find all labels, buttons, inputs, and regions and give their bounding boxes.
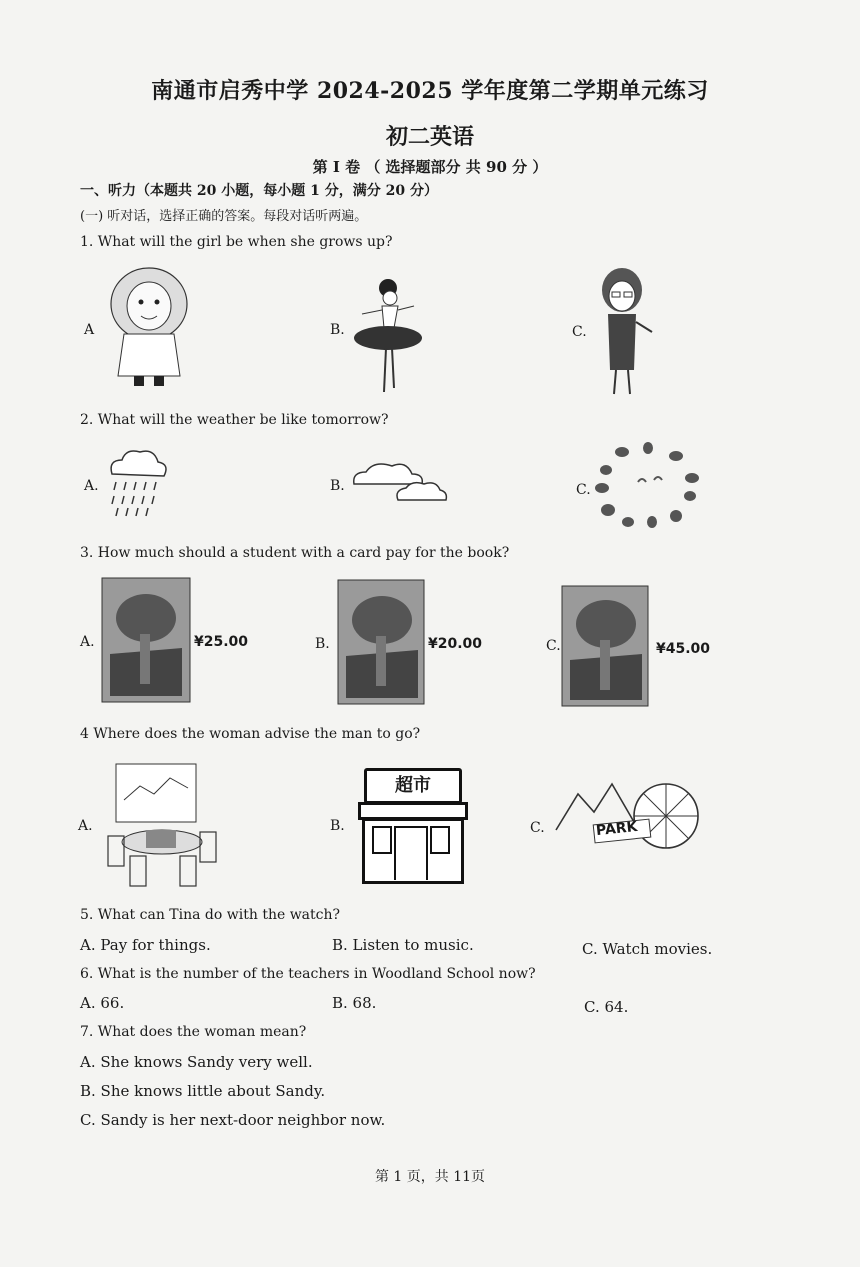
q6-option-b: B. 68.	[332, 994, 377, 1012]
q4-option-b-label: B.	[330, 818, 345, 834]
book-cover-a-image	[102, 578, 190, 702]
q7-option-a: A. She knows Sandy very well.	[80, 1053, 313, 1071]
question-1: 1. What will the girl be when she grows up?	[80, 234, 393, 250]
q3-price-c: ¥45.00	[656, 641, 711, 657]
teacher-image	[590, 266, 660, 398]
doctor-girl-image	[104, 264, 194, 390]
exam-title: 南通市启秀中学 2024-2025 学年度第二学期单元练习	[151, 78, 709, 104]
book-cover-c-image	[562, 586, 648, 706]
q7-option-c: C. Sandy is her next-door neighbor now.	[80, 1111, 386, 1129]
q4-option-a-label: A.	[78, 818, 93, 834]
q1-option-b-label: B.	[330, 322, 345, 338]
q4-option-c-label: C.	[530, 820, 545, 836]
supermarket-sign: 超市	[364, 768, 462, 804]
q5-option-a: A. Pay for things.	[80, 936, 211, 954]
section-heading: 一、听力（本题共 20 小题，每小题 1 分，满分 20 分）	[80, 183, 438, 199]
supermarket-image	[358, 768, 466, 882]
q5-option-c: C. Watch movies.	[582, 940, 713, 958]
q3-option-c-label: C.	[546, 638, 561, 654]
instruction-text: (一) 听对话，选择正确的答案。每段对话听两遍。	[80, 209, 368, 224]
q2-option-a-label: A.	[84, 478, 99, 494]
question-3: 3. How much should a student with a card pay for the book?	[80, 545, 510, 561]
q5-option-b: B. Listen to music.	[332, 936, 474, 954]
q6-option-a: A. 66.	[80, 994, 125, 1012]
park-sign: PARK	[595, 818, 639, 840]
q7-option-b: B. She knows little about Sandy.	[80, 1082, 326, 1100]
q3-price-a: ¥25.00	[194, 634, 249, 650]
q3-option-a-label: A.	[80, 634, 95, 650]
question-2: 2. What will the weather be like tomorrow?	[80, 412, 389, 428]
q3-option-b-label: B.	[315, 636, 330, 652]
q3-price-b: ¥20.00	[428, 636, 483, 652]
exam-subtitle: 初二英语	[385, 124, 474, 150]
question-4: 4 Where does the woman advise the man to go?	[80, 726, 421, 742]
ballet-dancer-image	[352, 276, 424, 396]
page-footer: 第 1 页，共 11页	[374, 1169, 486, 1185]
cloudy-icon	[350, 458, 450, 506]
q2-option-c-label: C.	[576, 482, 591, 498]
q1-option-a-label: A	[84, 322, 95, 338]
question-5: 5. What can Tina do with the watch?	[80, 907, 341, 923]
park-image	[554, 776, 704, 854]
book-cover-b-image	[338, 580, 424, 704]
q2-option-b-label: B.	[330, 478, 345, 494]
sunny-icon	[592, 442, 704, 528]
part-heading: 第 I 卷 （ 选择题部分 共 90 分 ）	[312, 158, 548, 176]
q6-option-c: C. 64.	[584, 998, 629, 1016]
rain-icon	[104, 446, 170, 520]
q1-option-c-label: C.	[572, 324, 587, 340]
question-7: 7. What does the woman mean?	[80, 1024, 307, 1040]
question-6: 6. What is the number of the teachers in Woodland School now?	[80, 966, 536, 982]
meeting-room-image	[100, 760, 230, 890]
